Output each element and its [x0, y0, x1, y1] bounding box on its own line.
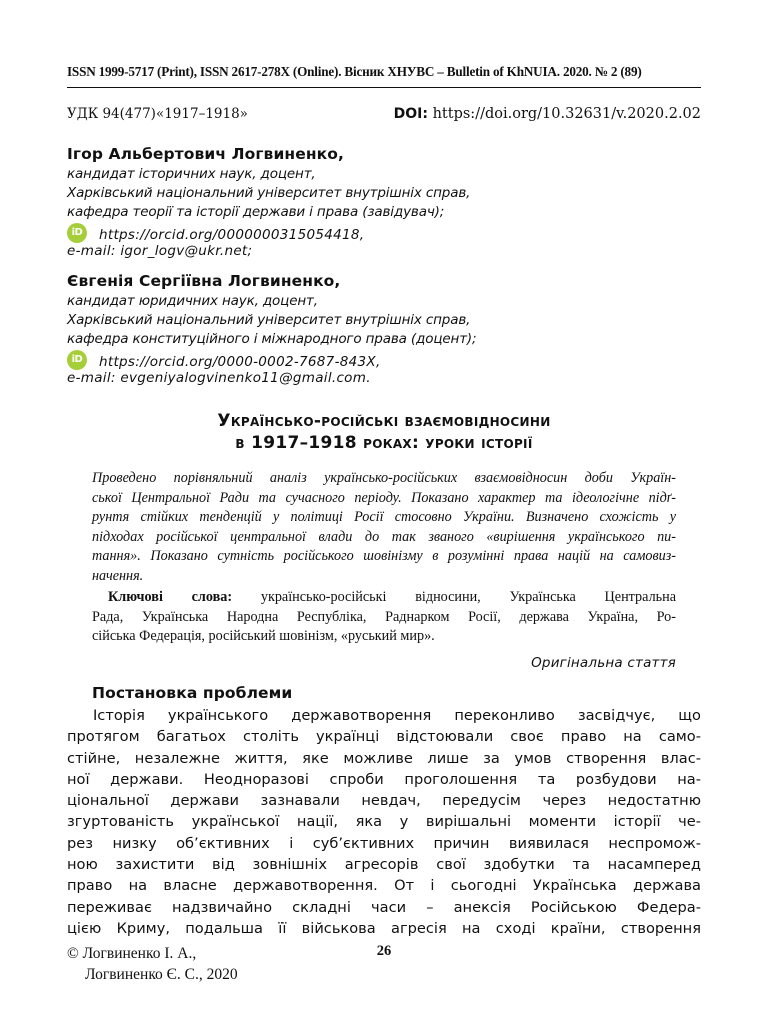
body-text [67, 705, 701, 939]
article-metadata-row [67, 106, 701, 126]
keywords-line: сійська Федерація, російський шовінізм, «руський мир». [92, 628, 435, 644]
author-name: Ігор Альбертович Логвиненко, [67, 145, 345, 163]
title-line: в 1917–1918 роках: уроки історії [235, 433, 533, 453]
body-line: цією Криму, подальша її військова агресія на сході країни, створення [67, 919, 701, 937]
section-heading: Постановка проблеми [92, 684, 293, 702]
copyright-line: © Логвиненко І. А., [67, 945, 197, 962]
abstract-line: рунтя стійких тенденцій у політиці Росії стосовно України. Визначено схожість у [92, 509, 676, 525]
journal-running-header: ISSN 1999-5717 (Print), ISSN 2617-278X (Online). Вісник ХНУВС – Bulletin of KhNUIA. 2020. № 2 (89) [67, 64, 642, 79]
body-line: рез низку об’єктивних і суб’єктивних причин виявилася неспромож- [67, 834, 701, 852]
title-line: Українсько-російські взаємовідносини [217, 411, 551, 431]
abstract-line: начення. [92, 567, 144, 584]
abstract-line: Проведено порівняльний аналіз українсько-російських взаємовідносин доби Україн- [92, 470, 676, 486]
article-type: Оригінальна стаття [531, 655, 676, 671]
orcid-line [67, 222, 708, 242]
body-line: переживає надзвичайно складні часи – анексія Російською Федера- [67, 898, 701, 916]
body-line: Історія українського державотворення переконливо засвідчує, що [93, 707, 701, 724]
keywords-text: українсько-російські відносини, Українська Центральна [260, 589, 677, 605]
doi-label: DOI: [393, 106, 428, 122]
author-name: Євгенія Сергіївна Логвиненко, [67, 272, 341, 290]
doi-link[interactable]: https://doi.org/10.32631/v.2020.2.02 [432, 106, 701, 122]
header-divider [67, 87, 701, 88]
udc-code: УДК 94(477)«1917–1918» [67, 106, 248, 122]
author-block-1 [67, 143, 708, 261]
orcid-icon: iD [67, 350, 87, 370]
abstract-line: тання». Показано сутність російського шовінізму в розумінні права націй на самовиз- [92, 548, 676, 564]
author-email[interactable]: e-mail: igor_logv@ukr.net; [67, 243, 253, 259]
orcid-link[interactable]: https://orcid.org/0000000315054418, [99, 227, 365, 243]
orcid-link[interactable]: https://orcid.org/0000-0002-7687-843X, [99, 354, 381, 370]
body-line: згуртованість української нації, яка у вирішальні моменти історії че- [67, 813, 701, 831]
keywords-label: Ключові слова: [108, 589, 233, 605]
keywords-line: Рада, Українська Народна Республіка, Раднарком Росії, держава Україна, Ро- [92, 608, 676, 625]
abstract [92, 469, 676, 586]
doi [394, 106, 701, 122]
orcid-line [67, 349, 708, 369]
author-department: кафедра теорії та історії держави і права (завідувач); [67, 204, 445, 220]
abstract-line: підходах російської центральної влади до так званого «вирішення українського пи- [92, 528, 676, 545]
orcid-icon: iD [67, 223, 87, 243]
author-block-2 [67, 270, 708, 388]
body-line: ної держави. Неодноразові спроби проголошення та розбудови на- [67, 770, 701, 788]
article-title [67, 410, 701, 454]
keywords-line [92, 588, 676, 608]
author-email[interactable]: e-mail: evgeniyalogvinenko11@gmail.com. [67, 370, 371, 386]
author-degree: кандидат юридичних наук, доцент, [67, 293, 318, 309]
keywords [92, 588, 676, 647]
author-degree: кандидат історичних наук, доцент, [67, 166, 316, 182]
body-line: ціональної держави зазнавали невдач, передусім через недостатню [67, 792, 701, 810]
abstract-line: ської Центральної Ради та сучасного періоду. Показано характер та ідеологічне підґ- [92, 489, 676, 506]
body-line: право на власне державотворення. От і сьогодні Українська держава [67, 877, 701, 895]
body-line: протягом багатьох століть українці відстоювали своє право на само- [67, 728, 701, 746]
body-line: ною захистити від зовнішніх агресорів свої здобутки та насамперед [67, 856, 701, 874]
author-department: кафедра конституційного і міжнародного права (доцент); [67, 331, 477, 347]
author-institution: Харківський національний університет внутрішніх справ, [67, 185, 471, 201]
page-number: 26 [376, 943, 392, 959]
copyright-line: Логвиненко Є. С., 2020 [85, 966, 238, 983]
author-institution: Харківський національний університет внутрішніх справ, [67, 312, 471, 328]
body-line: стійне, незалежне життя, яке можливе лише за умов створення влас- [67, 749, 701, 767]
